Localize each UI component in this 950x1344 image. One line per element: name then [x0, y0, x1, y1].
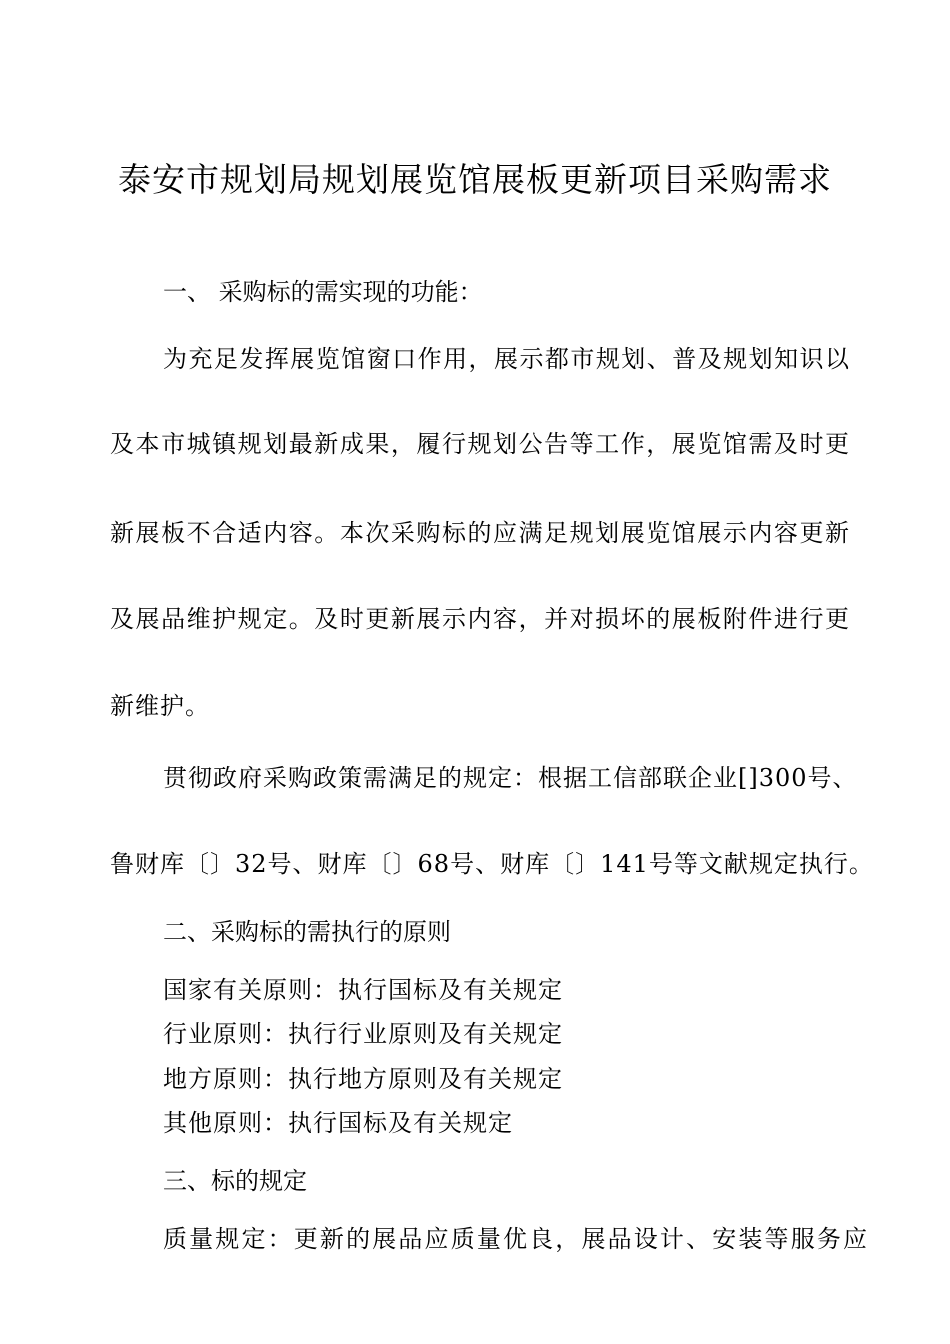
section-1-para-1-line-5: 新维护。: [110, 692, 210, 720]
standard-item-local: 地方原则：执行地方原则及有关规定: [163, 1065, 563, 1093]
standard-item-other: 其他原则：执行国标及有关规定: [163, 1109, 513, 1137]
section-1-para-2-line-1: 贯彻政府采购政策需满足的规定：根据工信部联企业[]300号、: [163, 764, 858, 792]
section-3-line-1: 质量规定：更新的展品应质量优良，展品设计、安装等服务应: [163, 1225, 868, 1253]
section-1-para-1-line-1: 为充足发挥展览馆窗口作用，展示都市规划、普及规划知识以: [163, 345, 850, 373]
section-3-heading: 三、标的规定: [163, 1167, 307, 1195]
section-1-para-1-line-2: 及本市城镇规划最新成果，履行规划公告等工作，展览馆需及时更: [110, 430, 850, 458]
standard-item-national: 国家有关原则：执行国标及有关规定: [163, 976, 563, 1004]
section-1-heading: 一、 采购标的需实现的功能：: [163, 278, 483, 306]
section-1-para-1-line-4: 及展品维护规定。及时更新展示内容，并对损坏的展板附件进行更: [110, 605, 850, 633]
section-2-heading: 二、采购标的需执行的原则: [163, 918, 451, 946]
standard-item-industry: 行业原则：执行行业原则及有关规定: [163, 1020, 563, 1048]
document-title: 泰安市规划局规划展览馆展板更新项目采购需求: [118, 160, 832, 199]
section-1-para-2-line-2: 鲁财库〔〕32号、财库〔〕68号、财库〔〕141号等文献规定执行。: [110, 850, 874, 878]
section-1-para-1-line-3: 新展板不合适内容。本次采购标的应满足规划展览馆展示内容更新: [110, 519, 850, 547]
